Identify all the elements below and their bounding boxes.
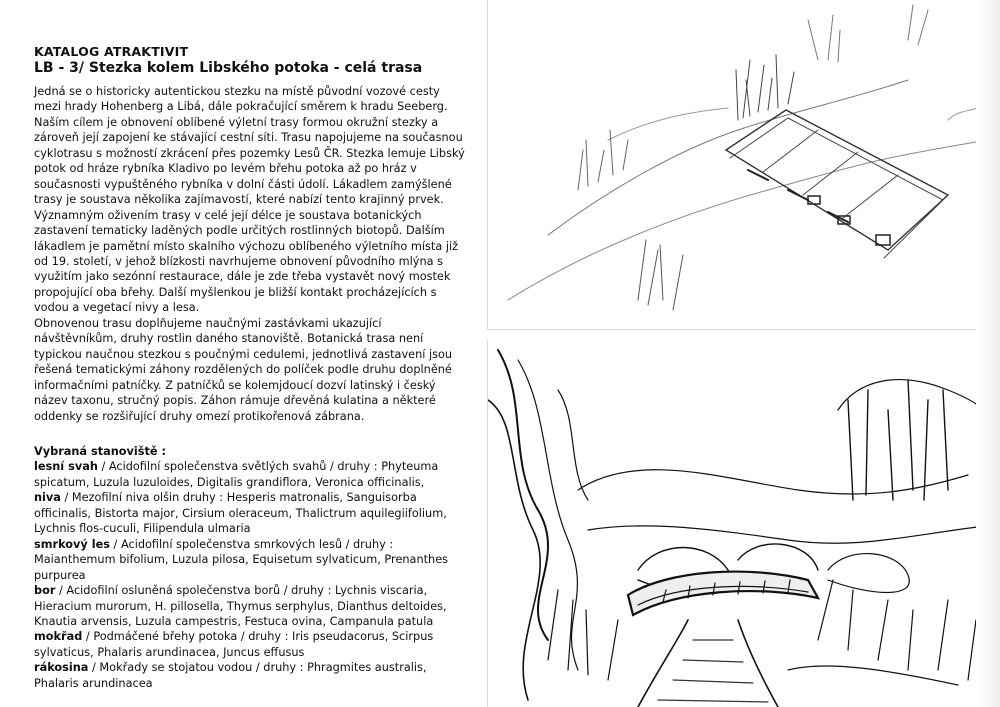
station-description: / Acidofilní společenstva smrkových lesů / druhy : Maianthemum bifolium, Luzula pilosa, Equisetum sylvaticum, Prenanthes purpurea — [34, 537, 449, 582]
station-item — [34, 583, 468, 629]
station-name: smrkový les — [34, 537, 110, 551]
catalog-kicker: KATALOG ATRAKTIVIT — [34, 44, 189, 59]
body-text — [34, 84, 468, 424]
sketch-creek-bridge — [487, 340, 1000, 707]
station-name: rákosina — [34, 661, 89, 675]
station-description: / Acidofilní společenstva světlých svahů / druhy : Phyteuma spicatum, Luzula luzuloides, Digitalis grandiflora, Veronica officinalis, — [34, 460, 439, 489]
station-item — [34, 660, 468, 691]
station-name: lesní svah — [34, 460, 98, 474]
text-column — [34, 44, 468, 691]
body-paragraph-1: Jedná se o historicky autentickou stezku na místě původní vozové cesty mezi hrady Hohenberg a Libá, dále pokračující směrem k hradu Seeberg. Naším cílem je obnovení oblíbené výletní trasy formou okružní stezky a zároveň její zapojení ke stávající cestní síti. Trasu napojujeme na současnou cyklotrasu s možností zkrácení přes pozemky Lesů ČR. Stezka lemuje Libský potok od hráze rybníka Kladivo po levém břehu potoka až po hráz v současnosti vypuštěného rybníka v dolní části údolí. Lákadlem zamýšlené trasy je soustava několika zajímavostí, které nabízí tento krajinný prvek. Významným oživením trasy v celé její délce je soustava botanických zastavení tematicky laděných podle určitých rostlinných biotopů. Dalším lákadlem je pamětní místo skalního výchozu oblíbeného výletního místa již od 19. století, v jehož blízkosti navrhujeme obnovení původního mlýna s využitím jako sezónní restaurace, dále je zde třeba vystavět nový mostek propojující oba břehy. Další myšlenkou je bližší kontakt procházejících s vodou a vegetací nivy a lesa. — [34, 85, 465, 315]
station-item — [34, 629, 468, 660]
station-name: niva — [34, 491, 61, 505]
station-description: / Mokřady se stojatou vodou / druhy : Phragmites australis, Phalaris arundinacea — [34, 661, 427, 690]
body-paragraph-2: Obnovenou trasu doplňujeme naučnými zastávkami ukazující návštěvníkům, druhy rostlin daného stanoviště. Botanická trasa není typickou naučnou stezkou s poučnými cedulemi, jednotlivá zastavení jsou řešená tematickými záhony rozdělených do políček podle druhu doplněné informačními patníčky. Z patníčků se kolemjdoucí dozví latinský i český název taxonu, stručný popis. Záhon rámuje dřevěná kulatina a některé oddenky se rozšiřující druhy omezí protikořenová zábrana. — [34, 316, 453, 423]
station-description: / Mezofilní niva olšin druhy : Hesperis matronalis, Sanguisorba officinalis, Bistorta major, Cirsium oleraceum, Thalictrum aquilegiifolium, Lychnis flos-cuculi, Filipendula ulmaria — [34, 491, 447, 536]
station-name: mokřad — [34, 630, 83, 644]
station-name: bor — [34, 584, 56, 598]
page-edge-shadow — [976, 0, 1000, 707]
station-item — [34, 490, 468, 536]
station-item — [34, 537, 468, 583]
stations-list — [34, 459, 468, 691]
sketch-botanical-bed — [487, 0, 1000, 330]
stations-heading: Vybraná stanoviště : — [34, 444, 167, 458]
page-title: LB - 3/ Stezka kolem Libského potoka - celá trasa — [34, 60, 423, 76]
station-description: / Podmáčené břehy potoka / druhy : Iris pseudacorus, Scirpus sylvaticus, Phalaris arundinacea, Juncus effusus — [34, 630, 434, 659]
station-item — [34, 459, 468, 490]
station-description: / Acidofilní osluněná společenstva borů / druhy : Lychnis viscaria, Hieracium murorum, H. pillosella, Thymus serphylus, Dianthus deltoides, Knautia arvensis, Luzula campestris, Festuca ovina, Campanula patula — [34, 584, 447, 628]
